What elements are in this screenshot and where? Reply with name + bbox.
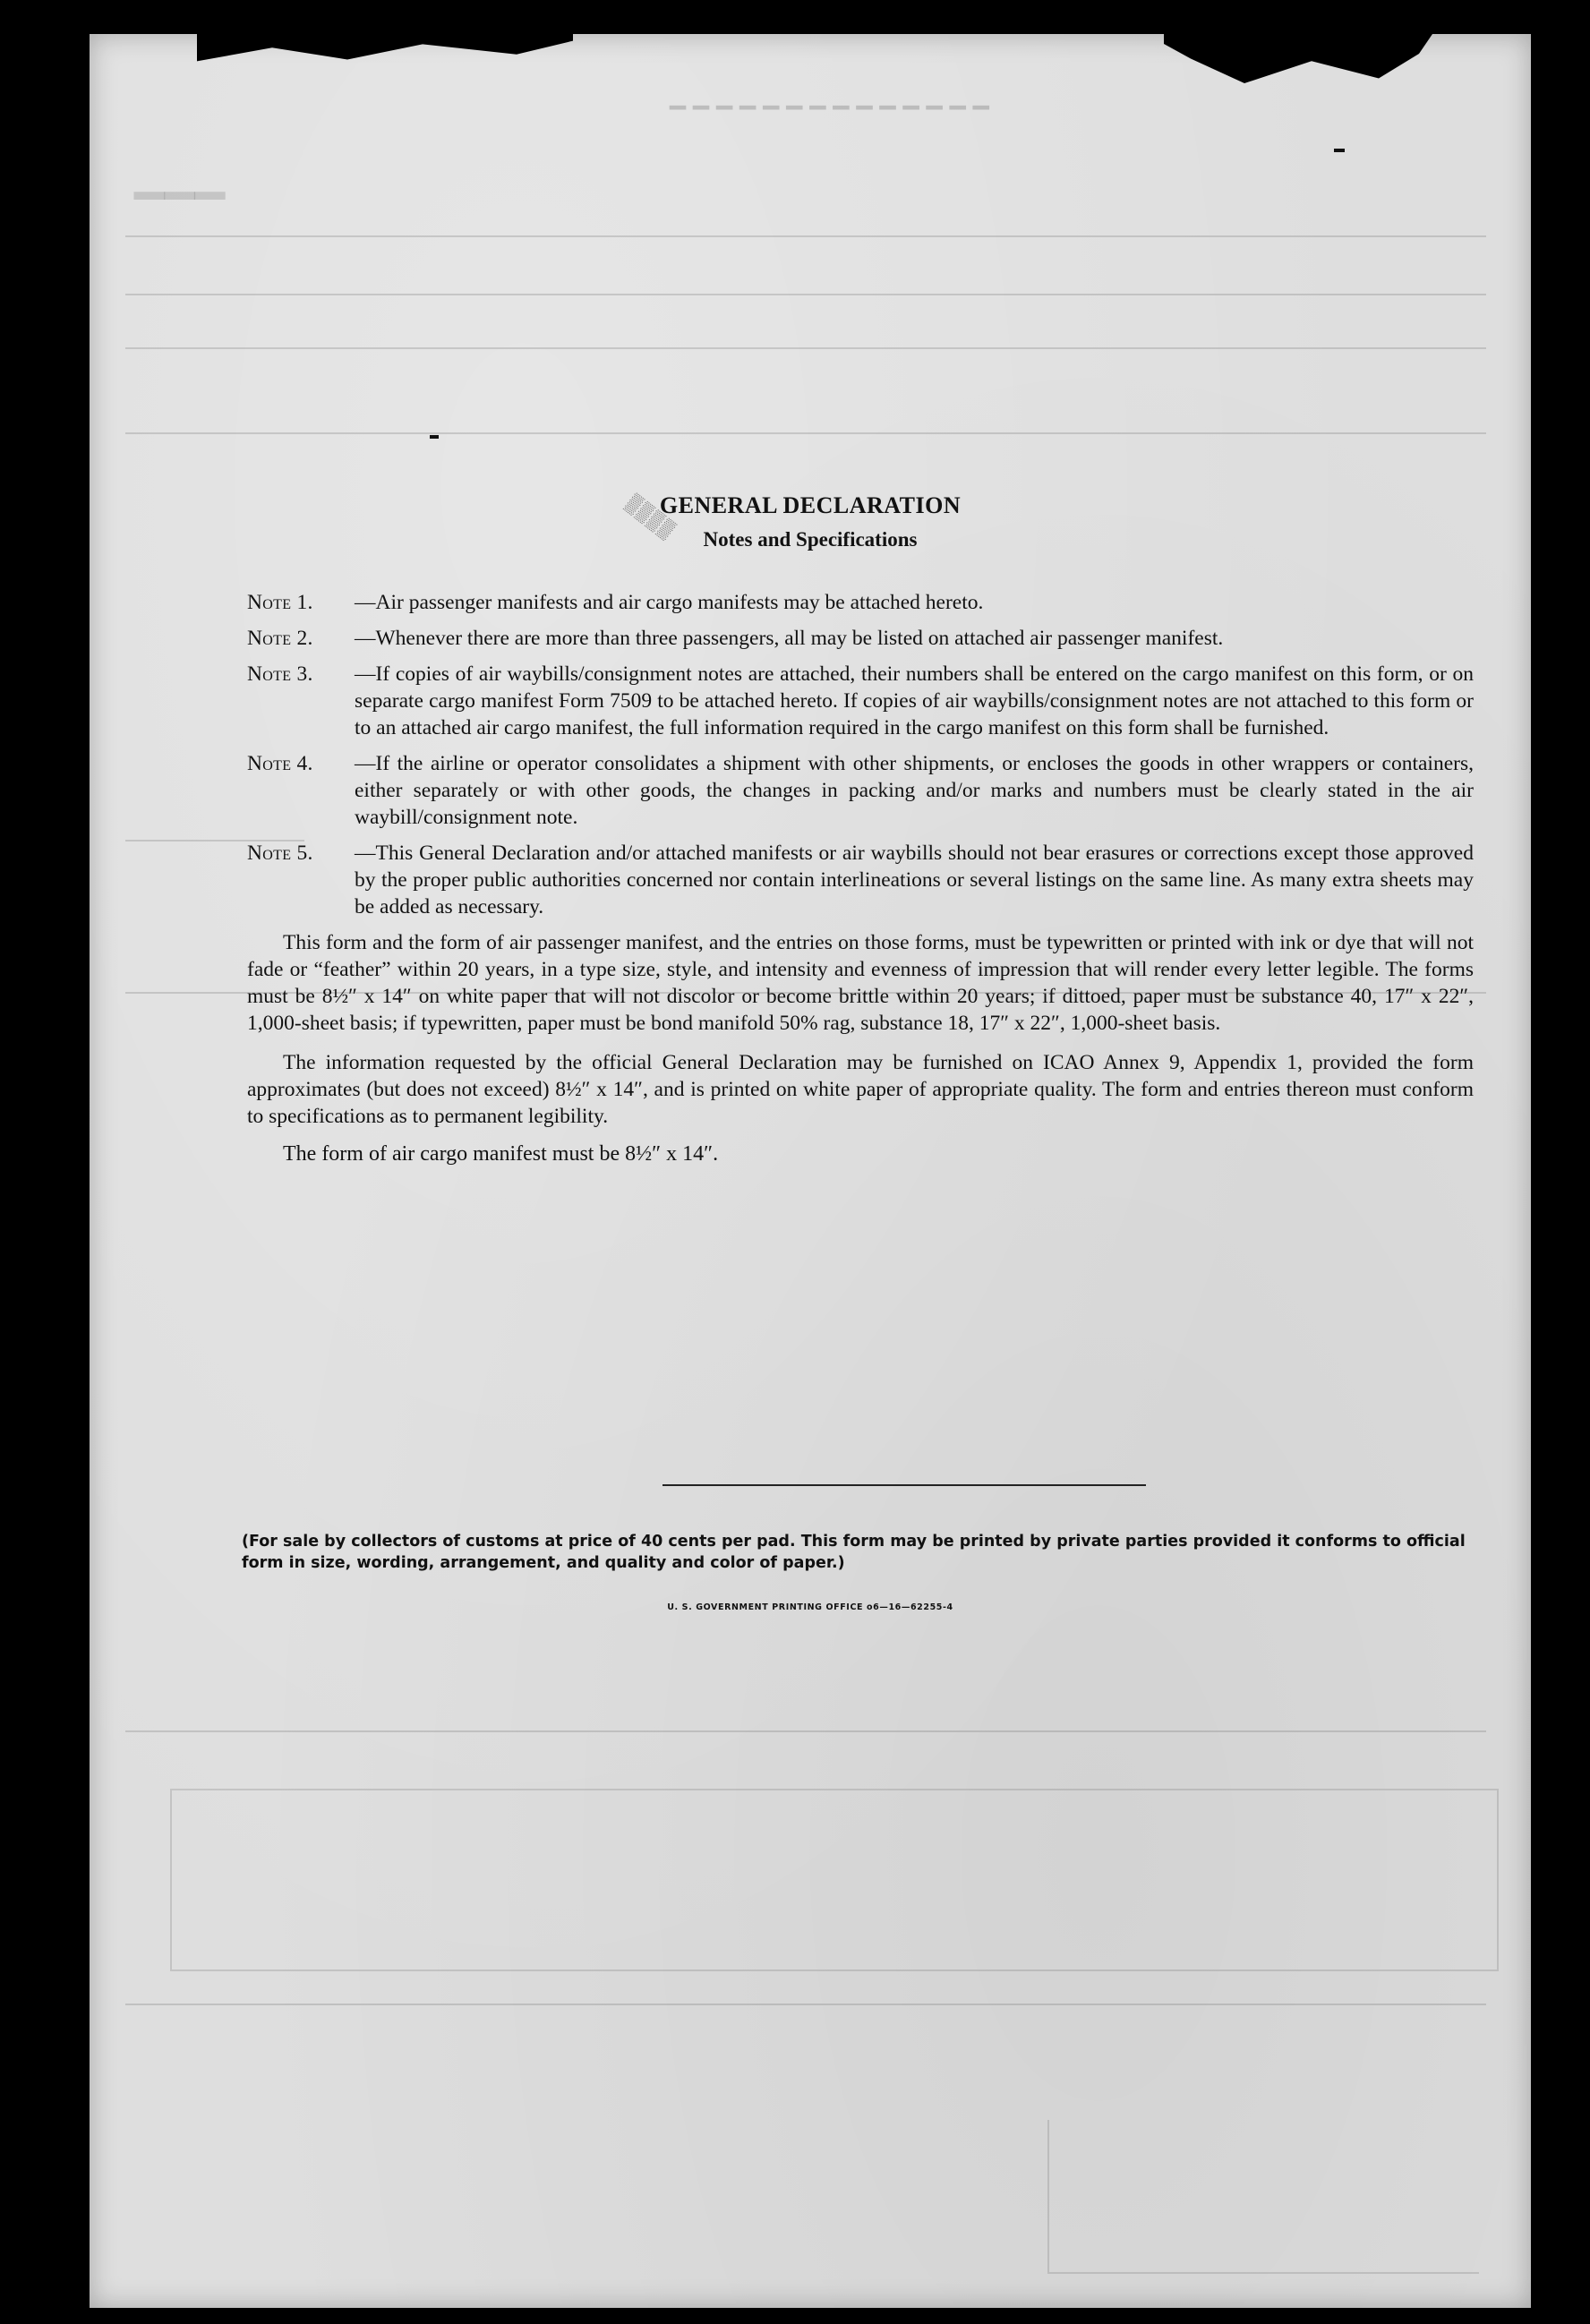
torn-edge	[197, 34, 573, 68]
note-label: Note 2.	[247, 627, 313, 650]
note-5	[247, 840, 1474, 920]
sale-notice: (For sale by collectors of customs at price of 40 cents per pad. This form may be printed by private parties provided it conforms to official form in size, wording, arrangement, and quality and color of paper.)	[242, 1533, 1466, 1572]
torn-edge	[1164, 34, 1432, 83]
faint-rule	[125, 432, 1486, 434]
form-requirements-paragraph: This form and the form of air passenger manifest, and the entries on those forms, must be typewritten or printed with ink or dye that will not fade or “feather” within 20 years, in a type size, style, and intensity and evenness of impression that will render every letter legible. The forms must be 8½″ x 14″ on white paper that will not discolor or become brittle within 20 years; if dittoed, paper must be substance 40, 17″ x 22″, 1,000-sheet basis; if typewritten, paper must be bond manifold 50% rag, substance 18, 17″ x 22″, 1,000-sheet basis.	[247, 931, 1474, 1035]
note-1	[247, 589, 1474, 616]
faint-box	[1047, 2120, 1479, 2274]
note-text: —If copies of air waybills/consignment notes are attached, their numbers shall be entered on the cargo manifest on this form, or on separate cargo manifest Form 7509 to be attached hereto. If copies of air waybills/consignment notes are not attached to this form or to an attached air cargo manifest, the full information required in the cargo manifest on this form shall be furnished.	[355, 662, 1474, 739]
faint-rule	[125, 347, 1486, 349]
reverse-side-show-through: ▁▁▁▁▁▁▁▁▁▁▁▁▁▁	[662, 81, 989, 112]
ink-mark	[1334, 149, 1345, 152]
note-label: Note 4.	[247, 752, 313, 775]
note-2	[247, 625, 1474, 652]
note-3	[247, 661, 1474, 741]
note-text: —If the airline or operator consolidates a shipment with other shipments, or encloses the goods in other wrappers or containers, either separately or with other goods, the changes in packing and/or marks and numbers must be clearly stated in the air waybill/consignment note.	[355, 752, 1474, 829]
faint-rule	[125, 1730, 1486, 1732]
document-title: GENERAL DECLARATION	[659, 492, 962, 518]
reverse-side-show-through: ▁▁▁	[134, 145, 226, 202]
faint-stamp: ▒▒▒▒	[621, 491, 680, 544]
note-4	[247, 750, 1474, 831]
faint-rule	[125, 294, 1486, 295]
notes-section	[247, 589, 1474, 1166]
note-label: Note 1.	[247, 591, 313, 614]
note-text: —Whenever there are more than three passengers, all may be listed on attached air passenger manifest.	[355, 627, 1224, 650]
faint-rule	[125, 235, 1486, 237]
note-label: Note 5.	[247, 842, 313, 865]
faint-table	[170, 1789, 1499, 1971]
document-page	[90, 34, 1531, 2308]
cargo-manifest-size-line: The form of air cargo manifest must be 8½″ x 14″.	[283, 1142, 719, 1166]
document-subtitle: Notes and Specifications	[703, 528, 918, 551]
note-text: —Air passenger manifests and air cargo manifests may be attached hereto.	[355, 591, 984, 614]
note-text: —This General Declaration and/or attached manifests or air waybills should not bear erasures or corrections except those approved by the proper public authorities concerned nor contain interlineations or several listings on the same line. As many extra sheets may be added as necessary.	[355, 842, 1474, 918]
signature-rule	[662, 1484, 1146, 1486]
ink-mark	[430, 435, 439, 439]
faint-rule	[125, 2004, 1486, 2005]
icao-paragraph: The information requested by the official General Declaration may be furnished on ICAO Annex 9, Appendix 1, provided the form approximates (but does not exceed) 8½″ x 14″, and is printed on white paper of appropriate quality. The form and entries thereon must conform to specifications as to permanent legibility.	[247, 1051, 1474, 1128]
printer-imprint: U. S. GOVERNMENT PRINTING OFFICE o6—16—62255-4	[667, 1602, 953, 1612]
note-label: Note 3.	[247, 662, 313, 686]
